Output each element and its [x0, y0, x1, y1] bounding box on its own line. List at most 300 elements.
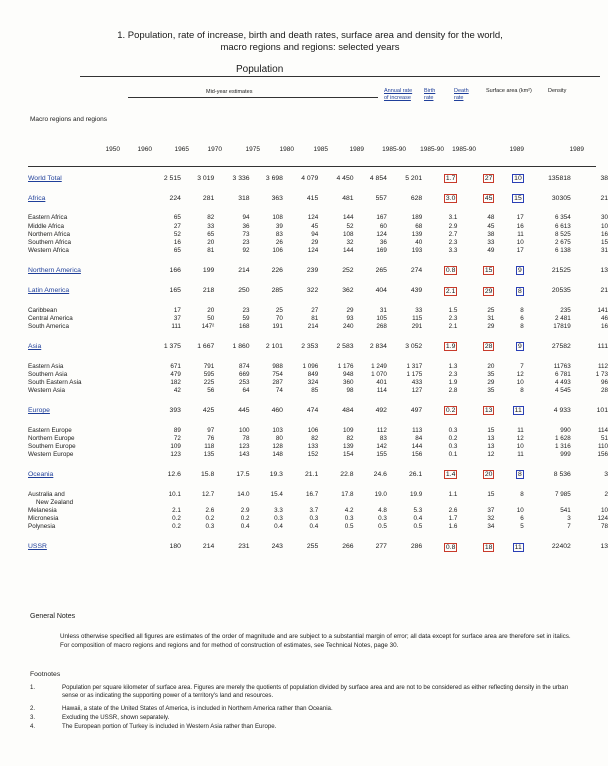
cell: 324	[307, 379, 319, 387]
row-label: New Zealand	[36, 498, 74, 506]
row-label: World Total	[28, 174, 62, 182]
cell: 13	[600, 543, 608, 551]
cell: 92	[242, 247, 250, 255]
cell: 25	[487, 306, 495, 314]
cell: 33	[415, 306, 423, 314]
cell: 10.1	[168, 490, 181, 498]
cell	[422, 266, 457, 275]
marked-value: 3.0	[445, 195, 456, 203]
cell: 15.8	[201, 470, 215, 478]
cell: 481	[342, 194, 354, 202]
cell: 101	[596, 406, 608, 414]
table-row	[28, 470, 608, 479]
row-label: Melanesia	[28, 507, 57, 515]
cell: 3.3	[274, 507, 283, 515]
row-spacer	[28, 276, 608, 287]
cell: 32	[346, 239, 354, 247]
cell: 318	[238, 194, 250, 202]
cell: 29	[487, 379, 495, 387]
year-1970: 1970	[207, 146, 222, 153]
marked-value: 2.1	[445, 287, 456, 295]
cell: 791	[203, 362, 215, 370]
cell: 8 525	[555, 230, 571, 238]
cell: 42	[173, 387, 181, 395]
row-label: Western Europe	[28, 451, 74, 459]
cell: 110	[597, 443, 608, 451]
cell: 1.3	[448, 362, 458, 370]
cell: 26	[275, 239, 283, 247]
cell: 111	[597, 342, 608, 350]
row-label: Europe	[28, 406, 50, 414]
cell: 114	[597, 426, 608, 434]
cell: 19.3	[269, 470, 283, 478]
cell: 226	[271, 266, 283, 274]
cell: 6	[520, 515, 524, 523]
cell: 2	[604, 490, 608, 498]
cell: 8 536	[553, 470, 571, 478]
table-row	[28, 507, 608, 515]
table-row	[28, 174, 608, 183]
cell: 21525	[551, 266, 571, 274]
marked-value: 18	[484, 543, 493, 551]
row-label: South America	[28, 323, 69, 331]
cell: 0.4	[413, 515, 423, 523]
cell: 78	[600, 523, 608, 531]
cell	[457, 194, 494, 203]
cell	[318, 499, 353, 507]
cell: 19.9	[409, 490, 423, 498]
cell	[494, 406, 523, 415]
cell: 1 176	[337, 362, 354, 370]
row-label: Asia	[28, 342, 42, 350]
table-row	[28, 491, 608, 499]
footnote-3: 3. Excluding the USSR, shown separately.	[30, 714, 170, 721]
cell: 15	[487, 490, 495, 498]
cell: 4 450	[336, 174, 354, 182]
cell: 21	[600, 194, 608, 202]
year-1985-90-b: 1985-90	[420, 146, 444, 153]
cell: 20	[207, 239, 215, 247]
row-spacer	[28, 480, 608, 491]
cell: 0.3	[378, 515, 387, 523]
cell: 4 079	[301, 174, 319, 182]
cell: 0.3	[448, 426, 458, 434]
cell: 78	[242, 434, 250, 442]
cell: 362	[342, 287, 354, 295]
cell: 109	[170, 443, 181, 451]
cell: 1.5	[448, 306, 458, 314]
cell: 214	[307, 323, 319, 331]
marked-value: 1.4	[445, 471, 456, 479]
cell	[422, 174, 457, 183]
cell: 12.6	[167, 470, 181, 478]
cell: 363	[271, 194, 283, 202]
row-label: Caribbean	[28, 306, 58, 314]
cell: 0.1	[448, 451, 458, 459]
cell: 38	[600, 174, 608, 182]
table-row	[28, 315, 608, 323]
cell: 30	[600, 214, 608, 222]
population-table	[28, 174, 608, 552]
cell: 118	[204, 443, 215, 451]
cell: 169	[376, 247, 387, 255]
cell: 1 249	[371, 362, 387, 370]
cell: 123	[239, 443, 250, 451]
cell	[457, 266, 494, 275]
cell: 231	[238, 543, 250, 551]
marked-value: 45	[484, 195, 493, 203]
cell: 0.2	[172, 523, 181, 531]
cell: 38	[487, 230, 495, 238]
cell: 29	[346, 306, 354, 314]
cell: 17	[516, 247, 524, 255]
marked-value: 15	[484, 267, 493, 275]
table-row	[28, 223, 608, 231]
cell: 180	[169, 543, 181, 551]
row-spacer	[28, 395, 608, 406]
cell: 106	[272, 247, 283, 255]
cell: 135	[203, 451, 215, 459]
cell: 7	[567, 523, 571, 531]
cell: 1.1	[448, 490, 458, 498]
cell: 100	[239, 426, 250, 434]
cell: 218	[202, 287, 215, 295]
cell: 98	[346, 387, 354, 395]
cell	[422, 499, 457, 507]
cell: 81	[311, 315, 319, 323]
cell: 999	[560, 451, 571, 459]
cell: 28	[600, 387, 608, 395]
cell: 252	[342, 266, 354, 274]
cell: 45	[311, 222, 319, 230]
cell: 255	[306, 543, 319, 551]
cell: 45	[487, 222, 495, 230]
cell	[422, 406, 457, 415]
cell: 12	[516, 434, 524, 442]
cell: 11	[517, 451, 524, 459]
cell: 123	[170, 451, 181, 459]
row-spacer	[28, 183, 608, 194]
cell: 6 613	[555, 222, 571, 230]
cell	[457, 543, 494, 552]
marked-value: 0.2	[445, 407, 456, 415]
cell: 4 493	[555, 379, 571, 387]
birth-rate-header: Birth rate	[424, 88, 436, 101]
cell	[457, 174, 494, 183]
cell: 27582	[551, 342, 571, 350]
cell: 5.3	[413, 507, 423, 515]
cell: 1 070	[371, 370, 387, 378]
cell: 948	[343, 370, 354, 378]
general-notes-text: Unless otherwise specified all figures are estimates of the order of magnitude and are subject to a substantial margin of error; all data except for surface area are therefore set in italics. For composition of macro regions and regions and for method of construction of estimates, see Technical Notes, page 30.	[60, 633, 571, 649]
footnote-2: 2. Hawaii, a state of the United States of America, is included in Northern America rather than Oceania.	[30, 705, 333, 712]
row-spacer	[28, 255, 608, 266]
annual-rate-header: Annual rate of increase	[384, 88, 413, 101]
cell: 445	[238, 406, 250, 414]
cell: 11	[517, 230, 524, 238]
cell: 124	[597, 515, 608, 523]
cell: 2.9	[240, 507, 250, 515]
cell: 65	[173, 247, 181, 255]
cell: 29	[311, 239, 319, 247]
cell: 360	[343, 379, 354, 387]
cell: 8	[520, 387, 524, 395]
cell: 165	[169, 287, 181, 295]
cell: 27	[311, 306, 319, 314]
marked-value: 28	[484, 343, 493, 351]
cell: 16	[516, 222, 524, 230]
cell: 0.4	[274, 523, 283, 531]
cell: 16	[600, 323, 608, 331]
cell: 2.6	[448, 507, 458, 515]
row-spacer	[28, 203, 608, 214]
table-row	[28, 239, 608, 247]
cell: 112	[376, 426, 387, 434]
cell: 17819	[553, 323, 571, 331]
marked-value: 10	[514, 175, 522, 182]
cell: 124	[376, 230, 387, 238]
cell: 3 698	[265, 174, 283, 182]
cell: 2.8	[448, 387, 458, 395]
year-1950: 1950	[105, 146, 120, 153]
cell: 5 201	[405, 174, 423, 182]
cell: 214	[202, 543, 215, 551]
cell: 2.1	[448, 323, 458, 331]
cell: 11	[517, 426, 524, 434]
cell: 404	[375, 287, 387, 295]
cell: 133	[307, 443, 319, 451]
cell: 874	[239, 362, 250, 370]
cell: 3.1	[448, 214, 458, 222]
marked-value: 9	[517, 343, 522, 351]
cell: 285	[271, 287, 283, 295]
cell: 82	[311, 434, 319, 442]
cell: 4.8	[378, 507, 387, 515]
cell	[250, 499, 283, 507]
cell: 115	[412, 315, 423, 323]
cell: 124	[307, 214, 319, 222]
cell: 0.3	[274, 515, 283, 523]
cell: 70	[275, 315, 283, 323]
cell: 199	[202, 266, 215, 274]
cell: 103	[272, 426, 283, 434]
cell: 33	[207, 222, 215, 230]
cell: 1 096	[302, 362, 319, 370]
cell: 460	[271, 406, 283, 414]
death-rate-header: Death rate	[454, 88, 469, 101]
cell: 2 583	[336, 342, 354, 350]
cell: 49	[487, 247, 495, 255]
cell: 139	[411, 230, 423, 238]
row-label: Northern Europe	[28, 434, 75, 442]
cell: 2.3	[448, 239, 458, 247]
row-label: Oceania	[28, 470, 54, 478]
marked-value: 11	[514, 543, 522, 551]
cell: 0.4	[309, 523, 319, 531]
table-row	[28, 214, 608, 222]
cell: 76	[207, 434, 215, 442]
cell: 189	[411, 214, 423, 222]
cell: 154	[343, 451, 354, 459]
cell: 85	[311, 387, 319, 395]
cell: 27	[173, 222, 181, 230]
row-label: Latin America	[28, 287, 70, 295]
cell: 1 375	[163, 342, 181, 350]
cell	[422, 287, 457, 296]
cell: 81	[207, 247, 215, 255]
table-row	[28, 543, 608, 552]
cell: 266	[342, 543, 354, 551]
cell: 22.8	[340, 470, 354, 478]
cell: 557	[375, 194, 387, 202]
cell	[494, 543, 523, 552]
cell: 0.2	[205, 515, 215, 523]
cell: 105	[376, 315, 387, 323]
row-label: Central America	[28, 315, 73, 323]
cell: 1 667	[197, 342, 215, 350]
cell: 224	[169, 194, 181, 202]
cell: 112	[597, 362, 608, 370]
cell: 3 052	[405, 342, 423, 350]
cell: 10	[516, 507, 524, 515]
cell: 23	[242, 239, 250, 247]
row-spacer	[28, 459, 608, 470]
cell: 109	[343, 426, 354, 434]
cell: 144	[343, 247, 354, 255]
cell: 60	[379, 222, 387, 230]
year-1985: 1985	[313, 146, 328, 153]
cell: 253	[239, 379, 250, 387]
cell: 322	[306, 287, 319, 295]
row-label: Polynesia	[28, 523, 56, 531]
cell: 31	[379, 306, 387, 314]
cell: 14.0	[237, 490, 250, 498]
cell: 166	[169, 266, 181, 274]
cell: 35	[487, 370, 495, 378]
cell: 17	[173, 306, 181, 314]
cell: 124	[307, 247, 319, 255]
table-row	[28, 515, 608, 523]
year-1975: 1975	[245, 146, 260, 153]
cell: 1.7	[448, 515, 458, 523]
cell: 0.3	[205, 523, 215, 531]
cell: 1 175	[406, 370, 423, 378]
row-label: USSR	[28, 543, 47, 551]
year-1989-area: 1989	[509, 146, 524, 153]
density-header: Density	[548, 88, 567, 94]
cell: 94	[311, 230, 319, 238]
cell: 51	[600, 434, 608, 442]
cell: 277	[375, 543, 387, 551]
cell: 50	[207, 315, 215, 323]
cell: 52	[346, 222, 354, 230]
row-label: Northern America	[28, 266, 81, 274]
cell: 143	[239, 451, 250, 459]
footnote-4: 4. The European portion of Turkey is included in Western Asia rather than Europe.	[30, 723, 277, 730]
cell: 484	[342, 406, 354, 414]
cell	[283, 499, 318, 507]
cell: 2 101	[265, 342, 283, 350]
cell: 17.5	[236, 470, 250, 478]
cell: 2 481	[555, 315, 571, 323]
marked-value: 8	[517, 287, 522, 295]
row-spacer	[28, 331, 608, 342]
cell	[494, 266, 523, 275]
row-label: Eastern Africa	[28, 214, 68, 222]
row-label: South Eastern Asia	[28, 379, 82, 387]
cell	[457, 499, 494, 507]
table-row	[28, 443, 608, 451]
cell	[571, 499, 608, 507]
cell	[494, 287, 523, 296]
header-rule-top	[80, 76, 600, 77]
cell: 23	[242, 306, 250, 314]
cell: 106	[307, 426, 319, 434]
cell: 82	[207, 214, 215, 222]
cell: 141	[597, 306, 608, 314]
cell: 268	[376, 323, 387, 331]
cell: 3 019	[197, 174, 215, 182]
cell: 541	[560, 507, 571, 515]
cell: 94	[242, 214, 250, 222]
cell: 48	[487, 214, 495, 222]
marked-value: 13	[484, 407, 493, 415]
cell: 0.2	[448, 434, 458, 442]
cell: 34	[487, 523, 495, 531]
year-1965: 1965	[174, 146, 189, 153]
cell	[457, 287, 494, 296]
cell: 1 73	[595, 370, 608, 378]
row-label: Eastern Europe	[28, 426, 72, 434]
cell: 193	[411, 247, 423, 255]
cell: 214	[238, 266, 250, 274]
cell: 243	[271, 543, 283, 551]
cell: 97	[207, 426, 215, 434]
year-1985-90-c: 1985-90	[452, 146, 476, 153]
cell: 40	[415, 239, 423, 247]
cell: 0.3	[448, 443, 458, 451]
cell: 291	[411, 323, 423, 331]
cell: 265	[375, 266, 387, 274]
cell: 492	[375, 406, 387, 414]
row-label: Australia and	[28, 490, 65, 498]
cell: 286	[410, 543, 423, 551]
cell: 6 781	[555, 370, 571, 378]
marked-value: 11	[514, 407, 522, 415]
marked-value: 1.7	[445, 175, 456, 182]
cell: 2.3	[448, 315, 458, 323]
cell: 0.2	[172, 515, 181, 523]
table-row	[28, 379, 608, 387]
cell: 17	[516, 214, 524, 222]
cell: 68	[415, 222, 423, 230]
row-spacer	[28, 352, 608, 363]
cell: 52	[173, 230, 181, 238]
cell: 10	[516, 239, 524, 247]
cell: 59	[242, 315, 250, 323]
cell: 988	[272, 362, 283, 370]
cell: 128	[272, 443, 283, 451]
cell: 13	[487, 443, 495, 451]
table-row	[28, 363, 608, 371]
table-row	[28, 427, 608, 435]
cell	[387, 499, 422, 507]
cell: 36	[379, 239, 387, 247]
cell: 628	[410, 194, 423, 202]
cell: 20	[207, 306, 215, 314]
marked-value: 0.8	[445, 267, 456, 275]
cell: 168	[239, 323, 250, 331]
